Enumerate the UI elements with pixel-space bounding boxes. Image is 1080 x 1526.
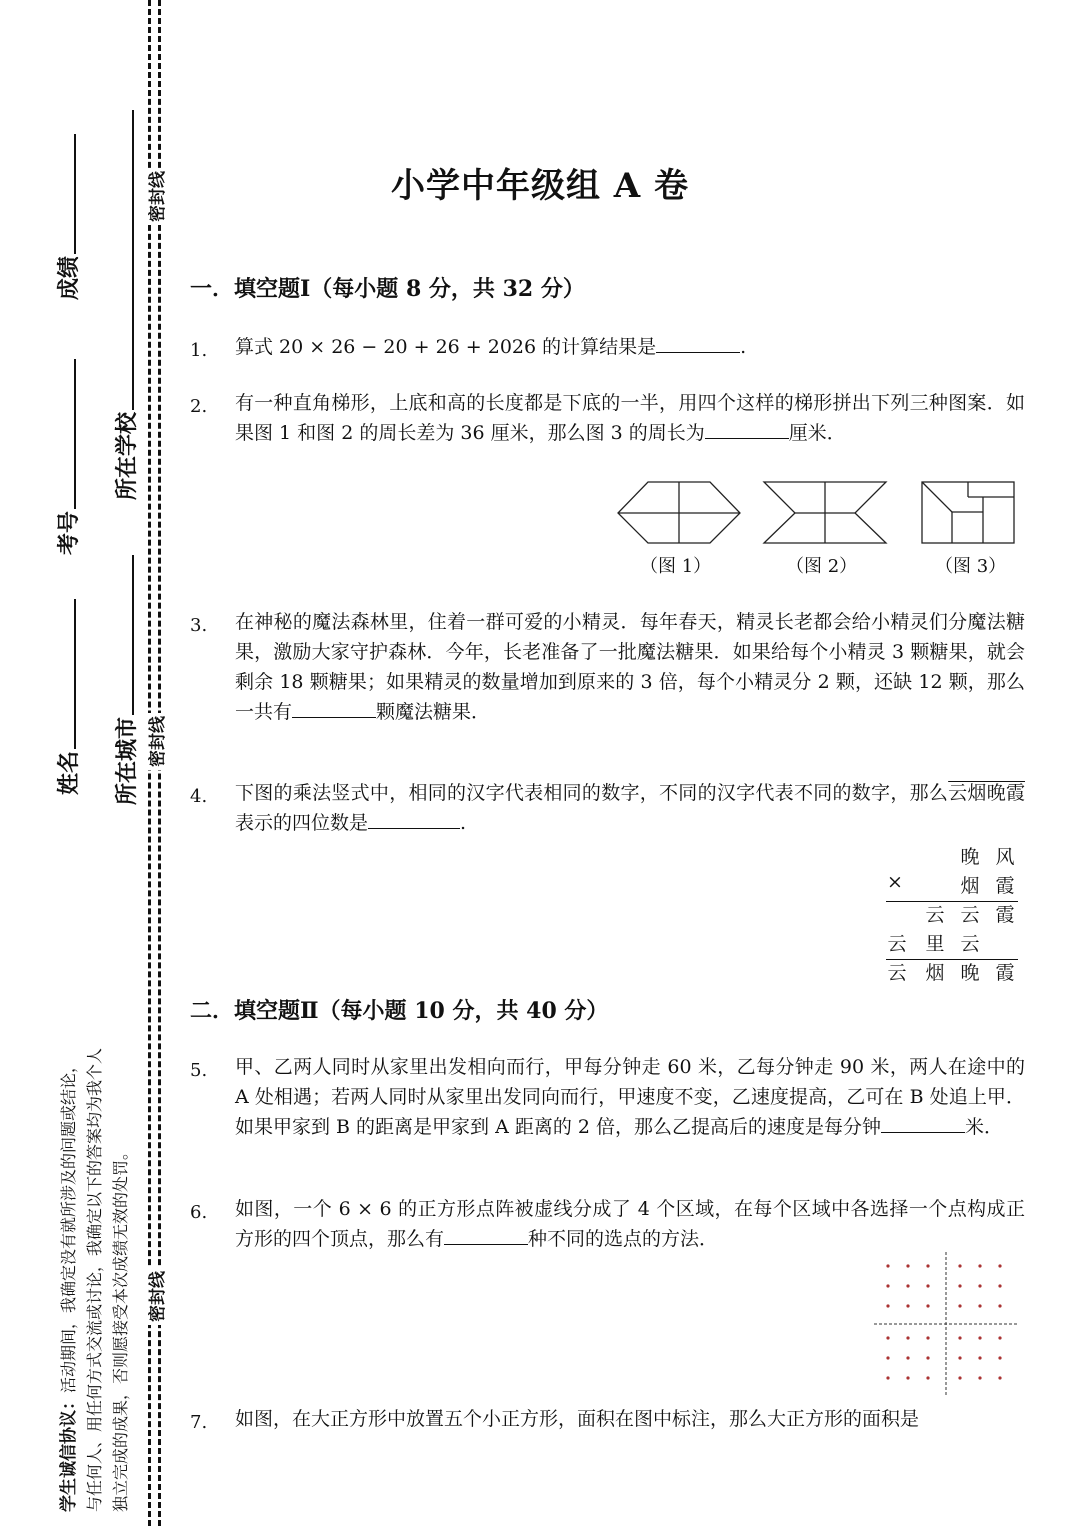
overlined-number: 云烟晚霞 bbox=[948, 782, 1025, 804]
figure-caption-3: （图 3） bbox=[935, 556, 1007, 577]
question-text-5: 甲、乙两人同时从家里出发相向而行，甲每分钟走 60 米，乙每分钟走 90 米，两人在途中的 A 处相遇；若两人同时从家里出发同向而行，甲速度不变，乙速度提高，乙可在 B 处追上甲．如果甲家到 B 的距离是甲家到 A 距离的 2 倍，那么乙提高后的速度是每分钟 米． bbox=[235, 1056, 1025, 1138]
lattice-dot bbox=[998, 1284, 1001, 1287]
name-label: 姓名 bbox=[57, 750, 82, 795]
question-text-1: 算式 20 × 26 − 20 + 26 + 2026 的计算结果是 . bbox=[235, 336, 747, 358]
mult-row-4: 云 里 云 bbox=[887, 933, 980, 955]
exam-no-label: 考号 bbox=[57, 510, 82, 555]
lattice-dot bbox=[958, 1356, 961, 1359]
agreement-line-3: 独立完成的成果，否则愿接受本次成绩无效的处罚。 bbox=[111, 1143, 130, 1512]
mult-row-5: 云 烟 晚 霞 bbox=[887, 962, 1015, 984]
exam-no-line bbox=[70, 359, 76, 509]
mult-row-2: × 烟 霞 bbox=[880, 871, 1020, 900]
city-field[interactable] bbox=[110, 555, 141, 805]
lattice-dot bbox=[926, 1304, 929, 1307]
lattice-dot bbox=[886, 1264, 889, 1267]
page-title: 小学中年级组 A 卷 bbox=[390, 166, 690, 206]
lattice-dot bbox=[926, 1284, 929, 1287]
figure-caption-1: （图 1） bbox=[640, 556, 712, 577]
lattice-dot bbox=[978, 1284, 981, 1287]
lattice-dot bbox=[978, 1356, 981, 1359]
lattice-dot bbox=[886, 1356, 889, 1359]
answer-blank-2[interactable] bbox=[705, 420, 789, 439]
lattice-dot bbox=[926, 1264, 929, 1267]
school-line bbox=[128, 110, 134, 410]
question-number-3: 3. bbox=[190, 615, 208, 636]
score-label: 成绩 bbox=[57, 255, 82, 300]
question-number-5: 5. bbox=[190, 1060, 208, 1081]
lattice-dot bbox=[906, 1304, 909, 1307]
lattice-dot bbox=[906, 1264, 909, 1267]
seal-line-label-bottom: 密封线 bbox=[143, 1268, 168, 1325]
question-number-7: 7. bbox=[190, 1412, 208, 1433]
question-text-4: 下图的乘法竖式中，相同的汉字代表相同的数字，不同的汉字代表不同的数字，那么云烟晚霞 表示的四位数是 . bbox=[235, 782, 1025, 834]
lattice-dot bbox=[886, 1336, 889, 1339]
lattice-dot bbox=[978, 1304, 981, 1307]
lattice-dot bbox=[926, 1356, 929, 1359]
figure-1 bbox=[618, 482, 740, 543]
lattice-dot bbox=[906, 1376, 909, 1379]
seal-line-label-middle: 密封线 bbox=[143, 713, 168, 770]
answer-blank-6[interactable] bbox=[444, 1226, 528, 1245]
mult-row-3: 云 云 霞 bbox=[925, 904, 1015, 926]
answer-blank-4[interactable] bbox=[368, 810, 460, 829]
lattice-dot bbox=[998, 1336, 1001, 1339]
lattice-dot bbox=[998, 1264, 1001, 1267]
name-line bbox=[70, 599, 76, 749]
question-text-7: 如图，在大正方形中放置五个小正方形，面积在图中标注，那么大正方形的面积是 bbox=[235, 1408, 920, 1430]
times-sign: × bbox=[887, 871, 903, 893]
mult-row-1: 晚 风 bbox=[960, 846, 1015, 868]
lattice-dot bbox=[958, 1304, 961, 1307]
agreement-title: 学生诚信协议： bbox=[59, 1393, 79, 1512]
figure-caption-2: （图 2） bbox=[786, 556, 858, 577]
section-heading-2: 二．填空题Ⅱ（每小题 10 分，共 40 分） bbox=[190, 998, 609, 1024]
lattice-dot bbox=[886, 1304, 889, 1307]
exam-no-field[interactable] bbox=[52, 359, 83, 555]
question-text-3: 在神秘的魔法森林里，住着一群可爱的小精灵．每年春天，精灵长老都会给小精灵们分魔法糖果，激励大家守护森林．今年，长老准备了一批魔法糖果．如果给每个小精灵 3 颗糖果，就会剩余 18 颗糖果；如果精灵的数量增加到原来的 3 倍，每个小精灵分 2 颗，还缺 12 颗，那么一共有 颗魔法糖果． bbox=[235, 611, 1025, 723]
lattice-dot bbox=[958, 1284, 961, 1287]
figure-2 bbox=[764, 482, 886, 543]
agreement-line-1: 活动期间，我确定没有就所涉及的问题或结论， bbox=[59, 1056, 78, 1393]
name-field[interactable] bbox=[52, 599, 83, 795]
lattice-dot bbox=[926, 1376, 929, 1379]
question-text-2: 有一种直角梯形，上底和高的长度都是下底的一半，用四个这样的梯形拼出下列三种图案．如果图 1 和图 2 的周长差为 36 厘米，那么图 3 的周长为 厘米． bbox=[235, 392, 1025, 444]
lattice-dot bbox=[906, 1284, 909, 1287]
lattice-dot bbox=[978, 1336, 981, 1339]
school-label: 所在学校 bbox=[115, 411, 140, 500]
lattice-dot bbox=[906, 1356, 909, 1359]
city-label: 所在城市 bbox=[115, 716, 140, 805]
lattice-dot bbox=[958, 1336, 961, 1339]
section-heading-1: 一．填空题Ⅰ（每小题 8 分，共 32 分） bbox=[190, 276, 585, 302]
agreement-line-2: 与任何人、用任何方式交流或讨论，我确定以下的答案均为我个人 bbox=[85, 1047, 104, 1512]
city-line bbox=[128, 555, 134, 715]
figure-3 bbox=[922, 482, 1014, 543]
lattice-dot bbox=[978, 1376, 981, 1379]
lattice-dot bbox=[998, 1376, 1001, 1379]
multiplication-puzzle bbox=[880, 842, 1020, 987]
lattice-dot bbox=[998, 1356, 1001, 1359]
lattice-dot bbox=[958, 1376, 961, 1379]
lattice-dot bbox=[998, 1304, 1001, 1307]
lattice-dot bbox=[926, 1336, 929, 1339]
seal-line-label-top: 密封线 bbox=[143, 168, 168, 225]
lattice-dot bbox=[958, 1264, 961, 1267]
question-text-6: 如图，一个 6 × 6 的正方形点阵被虚线分成了 4 个区域，在每个区域中各选择一个点构成正方形的四个顶点，那么有 种不同的选点的方法． bbox=[235, 1198, 1025, 1250]
answer-blank-5[interactable] bbox=[881, 1114, 965, 1133]
dot-lattice-figure bbox=[872, 1250, 1022, 1400]
question-number-2: 2. bbox=[190, 396, 208, 417]
lattice-dot bbox=[978, 1264, 981, 1267]
lattice-dot bbox=[886, 1376, 889, 1379]
question-number-6: 6. bbox=[190, 1202, 208, 1223]
question-number-4: 4. bbox=[190, 786, 208, 807]
integrity-agreement bbox=[56, 812, 134, 1512]
lattice-dot bbox=[906, 1336, 909, 1339]
answer-blank-1[interactable] bbox=[656, 334, 740, 353]
question-number-1: 1. bbox=[190, 340, 208, 361]
answer-blank-3[interactable] bbox=[292, 699, 376, 718]
lattice-dot bbox=[886, 1284, 889, 1287]
